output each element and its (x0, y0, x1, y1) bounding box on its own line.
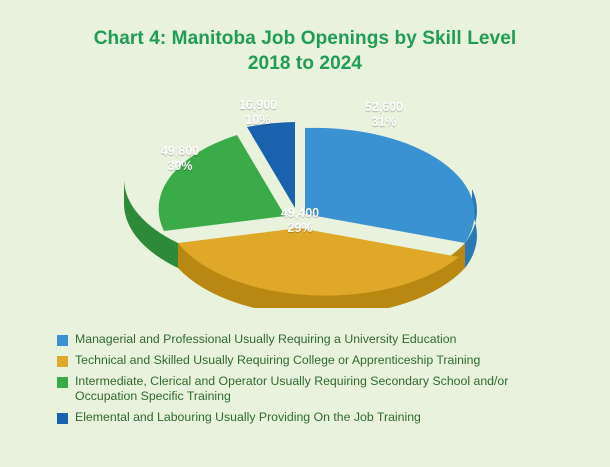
slice-percent-intermediate: 30% (167, 159, 193, 173)
pie-chart (0, 78, 610, 308)
legend-swatch-elemental (57, 413, 68, 424)
chart-title-line-2: 2018 to 2024 (247, 53, 363, 74)
legend-label-technical: Technical and Skilled Usually Requiring College or Apprenticeship Training (75, 353, 481, 367)
legend-item-elemental[interactable] (57, 410, 557, 425)
slice-label-managerial (334, 100, 434, 130)
slice-label-technical (250, 206, 350, 236)
chart-title (0, 26, 610, 76)
slice-label-intermediate (130, 144, 230, 174)
slice-percent-technical: 29% (287, 221, 313, 235)
slice-value-technical: 49,400 (280, 206, 320, 220)
legend-label-elemental: Elemental and Labouring Usually Providing On the Job Training (75, 410, 421, 424)
slice-value-elemental: 16,900 (238, 98, 278, 112)
legend-item-technical[interactable] (57, 353, 557, 368)
legend-swatch-technical (57, 356, 68, 367)
legend-swatch-managerial (57, 335, 68, 346)
legend-label-managerial: Managerial and Professional Usually Requiring a University Education (75, 332, 457, 346)
slice-label-elemental (208, 98, 308, 128)
legend-item-intermediate[interactable] (57, 374, 557, 404)
legend-label-intermediate: Intermediate, Clerical and Operator Usually Requiring Secondary School and/or Occupation Specific Training (75, 374, 509, 403)
chart-legend (57, 332, 557, 431)
legend-item-managerial[interactable] (57, 332, 557, 347)
legend-swatch-intermediate (57, 377, 68, 388)
slice-percent-elemental: 10% (245, 113, 271, 127)
slice-value-managerial: 52,600 (364, 100, 404, 114)
slice-percent-managerial: 31% (371, 115, 397, 129)
chart-title-line-1: Chart 4: Manitoba Job Openings by Skill Level (93, 28, 517, 49)
slice-value-intermediate: 49,800 (160, 144, 200, 158)
